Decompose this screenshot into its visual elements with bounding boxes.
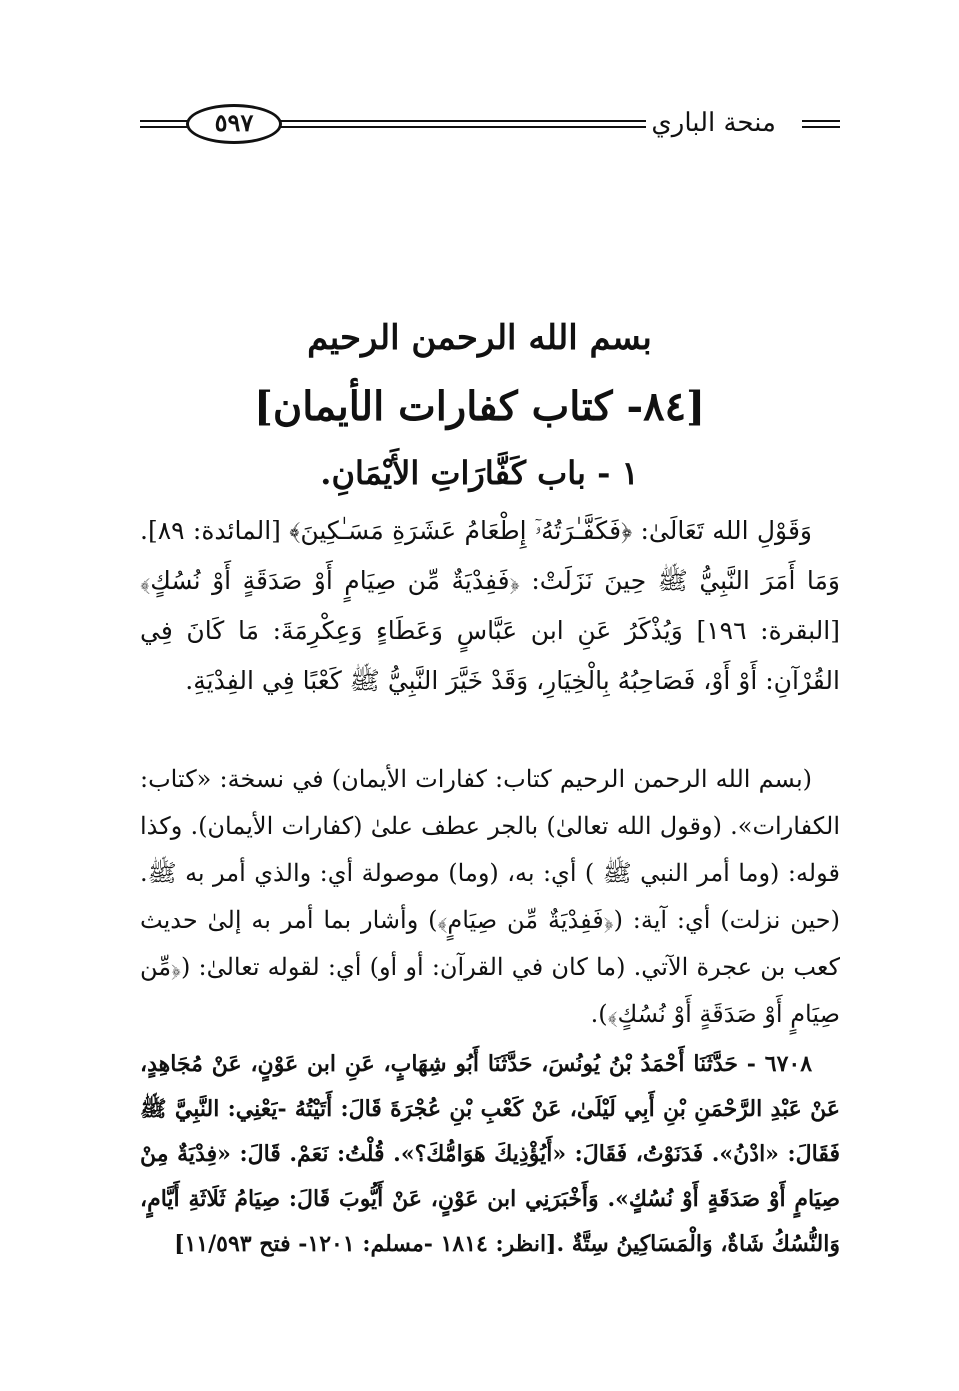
matn-paragraph: وَقَوْلِ الله تَعَالَىٰ: ﴿فَكَفَّـٰرَتُهُۥٓ إِطْعَامُ عَشَرَةِ مَسَـٰكِينَ﴾ [المائدة: ٨٩]. وَمَا أَمَرَ النَّبِيُّ ﷺ حِينَ نَزَلَتْ: ﴿فَفِدْيَةٌ مِّن صِيَامٍ أَوْ صَدَقَةٍ أَوْ نُسُكٍ﴾ [البقرة: ١٩٦] وَيُذْكَرُ عَنِ ابن عَبَّاسٍ وَعَطَاءٍ وَعِكْرِمَةَ: مَا كَانَ فِي القُرْآنِ: أَوْ أَوْ، فَصَاحِبُهُ بِالْخِيَارِ، وَقَدْ خَيَّرَ النَّبِيُّ ﷺ كَعْبًا فِي الفِدْيَةِ. [140, 516, 840, 695]
running-title: منحة الباري [651, 108, 776, 138]
book-title: [٨٤- كتاب كفارات الأيمان] [253, 383, 706, 430]
header-rule-middle [278, 120, 646, 128]
header-rule-right [802, 120, 840, 128]
basmala-heading: بسم الله الرحمن الرحيم [307, 318, 652, 358]
hadith-paragraph: ٦٧٠٨ - حَدَّثَنَا أَحْمَدُ بْنُ يُونُسَ، حَدَّثَنَا أَبُو شِهَابٍ، عَنِ ابن عَوْنٍ، عَنْ مُجَاهِدٍ، عَنْ عَبْدِ الرَّحْمَنِ بْنِ أَبِي لَيْلَىٰ، عَنْ كَعْبِ بْنِ عُجْرَةَ قَالَ: أَتَيْتُهُ -يَعْنِي: النَّبِيَّ ﷺ فَقَالَ: «ادْنُ». فَدَنَوْتُ، فَقَالَ: «أَيُؤْذِيكَ هَوَامُّكَ؟». قُلْتُ: نَعَمْ. قَالَ: «فِدْيَةٌ مِنْ صِيَامٍ أَوْ صَدَقَةٍ أَوْ نُسُكٍ». وَأَخْبَرَنِي ابن عَوْنٍ، عَنْ أَيُّوبَ قَالَ: صِيَامُ ثَلَاثَةِ أَيَّامٍ، وَالنُّسُكُ شَاةٌ، وَالْمَسَاكِينُ سِتَّةٌ .[انظر: ١٨١٤ -مسلم: ١٢٠١- فتح ١١/٥٩٣] [140, 1051, 840, 1257]
chapter-title: ١ - باب كَفَّارَاتِ الأَيْمَانِ. [320, 454, 639, 492]
page-number: ٥٩٧ [186, 104, 282, 144]
header-rule-left [140, 120, 192, 128]
commentary-text [140, 756, 840, 1038]
hadith-text [140, 1042, 840, 1274]
page-header [140, 100, 840, 156]
matn-text [140, 506, 840, 756]
commentary-paragraph: (بسم الله الرحمن الرحيم كتاب: كفارات الأيمان) في نسخة: «كتاب: الكفارات». (وقول الله تعالىٰ) بالجر عطف علىٰ (كفارات الأيمان). وكذا قوله: (وما أمر النبي ﷺ ) أي: به، (وما) موصولة أي: والذي أمر به ﷺ. (حين نزلت) أي: آية: (﴿فَفِدْيَةٌ مِّن صِيَامٍ﴾) وأشار بما أمر به إلىٰ حديث كعب بن عجرة الآتي. (ما كان في القرآن: أو أو) أي: لقوله تعالىٰ: (﴿مِّن صِيَامٍ أَوْ صَدَقَةٍ أَوْ نُسُكٍ﴾). [140, 765, 840, 1028]
